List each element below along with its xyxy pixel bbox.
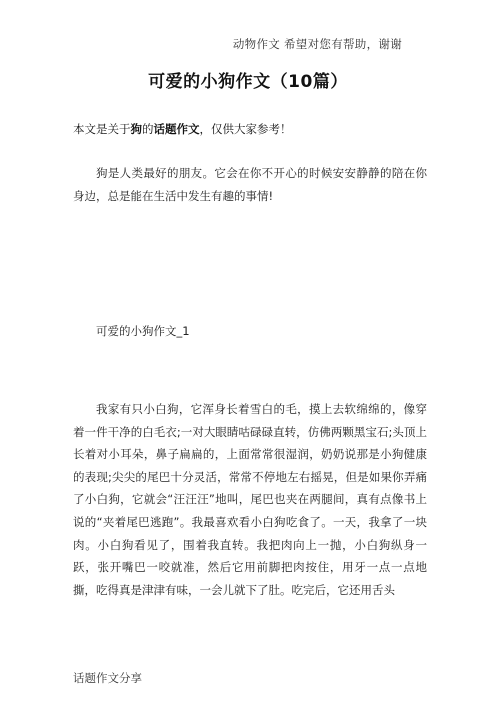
intro-kind: 话题作文 <box>153 122 200 136</box>
body-paragraph: 我家有只小白狗，它浑身长着雪白的毛，摸上去软绵绵的，像穿着一件干净的白毛衣;一对大眼睛咕碌碌直转，仿佛两颗黑宝石;头顶上长着对小耳朵，鼻子扁扁的，上面常常很湿润，奶奶说那是小狗健康的表现;尖尖的尾巴十分灵活，常常不停地左右摇晃，但是如果你弄痛了小白狗，它就会“汪汪汪”地叫，尾巴也夹在两腿间，真有点像书上说的“夹着尾巴逃跑”。我最喜欢看小白狗吃食了。一天，我拿了一块肉。小白狗看见了，围着我直转。我把肉向上一抛，小白狗纵身一跃，张开嘴巴一咬就准，然后它用前脚把肉按住，用牙一点一点地撕，吃得真是津津有味，一会儿就下了肚。吃完后，它还用舌头 <box>73 402 427 597</box>
intro-mid: 的 <box>142 122 154 136</box>
page-title: 可爱的小狗作文（10篇） <box>148 72 348 92</box>
intro-topic: 狗 <box>130 122 142 136</box>
page-footer: 话题作文分享 <box>73 671 142 685</box>
section-subtitle: 可爱的小狗作文_1 <box>96 324 190 338</box>
opening-paragraph: 狗是人类最好的朋友。它会在你不开心的时候安安静静的陪在你身边，总是能在生活中发生有趣的事情! <box>73 166 427 203</box>
intro-line <box>73 121 433 137</box>
intro-prefix: 本文是关于 <box>73 122 131 136</box>
page-header: 动物作文 希望对您有帮助，谢谢 <box>232 37 402 51</box>
intro-suffix: ，仅供大家参考！ <box>199 122 292 136</box>
